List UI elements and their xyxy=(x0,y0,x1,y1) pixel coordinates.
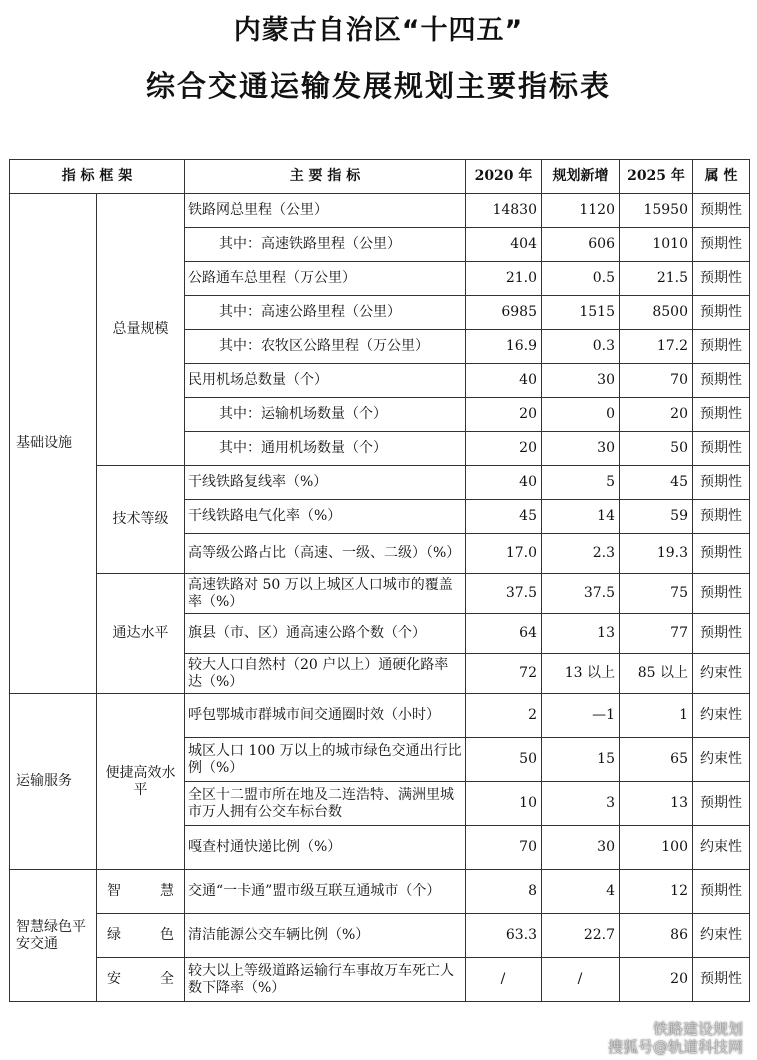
attribute: 预期性 xyxy=(693,194,750,228)
value-2020: 8 xyxy=(466,870,542,914)
indicator-name: 全区十二盟市所在地及二连浩特、满洲里城市万人拥有公交车标台数 xyxy=(185,782,466,826)
indicator-name: 旗县（市、区）通高速公路个数（个） xyxy=(185,614,466,654)
value-2020: 45 xyxy=(466,500,542,534)
attribute: 预期性 xyxy=(693,574,750,614)
value-new: 30 xyxy=(542,364,620,398)
attribute: 预期性 xyxy=(693,364,750,398)
value-2020: 20 xyxy=(466,398,542,432)
value-2025: 59 xyxy=(620,500,693,534)
value-2025: 45 xyxy=(620,466,693,500)
header-new: 规划新增 xyxy=(542,160,620,194)
value-new: 1515 xyxy=(542,296,620,330)
value-new: 0 xyxy=(542,398,620,432)
value-2025: 8500 xyxy=(620,296,693,330)
watermark xyxy=(608,1020,743,1056)
indicator-name: 其中：运输机场数量（个） xyxy=(185,398,466,432)
value-2025: 50 xyxy=(620,432,693,466)
value-2020: 17.0 xyxy=(466,534,542,574)
indicator-name: 较大人口自然村（20 户以上）通硬化路率达（%） xyxy=(185,654,466,694)
table-row xyxy=(10,574,750,614)
value-new: 30 xyxy=(542,432,620,466)
indicator-name: 城区人口 100 万以上的城市绿色交通出行比例（%） xyxy=(185,738,466,782)
indicator-name: 清洁能源公交车辆比例（%） xyxy=(185,914,466,958)
indicator-name: 民用机场总数量（个） xyxy=(185,364,466,398)
attribute: 约束性 xyxy=(693,694,750,738)
value-new: 37.5 xyxy=(542,574,620,614)
attribute: 约束性 xyxy=(693,654,750,694)
indicator-name: 其中：通用机场数量（个） xyxy=(185,432,466,466)
header-attr: 属 性 xyxy=(693,160,750,194)
indicator-name: 干线铁路复线率（%） xyxy=(185,466,466,500)
indicator-name: 铁路网总里程（公里） xyxy=(185,194,466,228)
watermark-line-2: 搜狐号@轨道科技网 xyxy=(607,1038,743,1056)
value-2025: 21.5 xyxy=(620,262,693,296)
value-2020: 63.3 xyxy=(466,914,542,958)
indicator-name: 其中：高速公路里程（公里） xyxy=(185,296,466,330)
value-2020: 2 xyxy=(466,694,542,738)
indicator-name: 交通“一卡通”盟市级互联互通城市（个） xyxy=(185,870,466,914)
value-2025: 77 xyxy=(620,614,693,654)
value-2020: 10 xyxy=(466,782,542,826)
attribute: 预期性 xyxy=(693,958,750,1002)
indicator-name: 其中：高速铁路里程（公里） xyxy=(185,228,466,262)
group-wisdom: 智慧 xyxy=(97,870,185,914)
value-new: 4 xyxy=(542,870,620,914)
watermark-line-1: 铁路建设规划 xyxy=(652,1020,743,1038)
indicator-name: 高等级公路占比（高速、一级、二级）（%） xyxy=(185,534,466,574)
value-2025: 85 以上 xyxy=(620,654,693,694)
value-new: 606 xyxy=(542,228,620,262)
value-new: / xyxy=(542,958,620,1002)
value-2020: 70 xyxy=(466,826,542,870)
value-2025: 86 xyxy=(620,914,693,958)
title-line-1: 内蒙古自治区“十四五” xyxy=(233,15,524,46)
table-row xyxy=(10,466,750,500)
value-new: 2.3 xyxy=(542,534,620,574)
indicator-name: 嘎查村通快递比例（%） xyxy=(185,826,466,870)
indicator-table xyxy=(9,159,750,1002)
value-2025: 13 xyxy=(620,782,693,826)
indicator-name: 高速铁路对 50 万以上城区人口城市的覆盖率（%） xyxy=(185,574,466,614)
attribute: 预期性 xyxy=(693,500,750,534)
value-2025: 15950 xyxy=(620,194,693,228)
table-row xyxy=(10,194,750,228)
attribute: 预期性 xyxy=(693,330,750,364)
value-2025: 12 xyxy=(620,870,693,914)
value-2025: 70 xyxy=(620,364,693,398)
table-header-row xyxy=(10,160,750,194)
attribute: 预期性 xyxy=(693,870,750,914)
value-2020: 40 xyxy=(466,364,542,398)
attribute: 预期性 xyxy=(693,534,750,574)
attribute: 预期性 xyxy=(693,432,750,466)
value-2025: 100 xyxy=(620,826,693,870)
value-2020: 20 xyxy=(466,432,542,466)
value-2025: 17.2 xyxy=(620,330,693,364)
indicator-name: 较大以上等级道路运输行车事故万车死亡人数下降率（%） xyxy=(185,958,466,1002)
group-green: 绿色 xyxy=(97,914,185,958)
value-new: 15 xyxy=(542,738,620,782)
value-new: 1120 xyxy=(542,194,620,228)
attribute: 预期性 xyxy=(693,228,750,262)
value-2025: 1 xyxy=(620,694,693,738)
attribute: 约束性 xyxy=(693,738,750,782)
value-new: 22.7 xyxy=(542,914,620,958)
value-2025: 1010 xyxy=(620,228,693,262)
value-2020: 6985 xyxy=(466,296,542,330)
value-2020: 37.5 xyxy=(466,574,542,614)
group-reach: 通达水平 xyxy=(97,574,185,694)
table-row xyxy=(10,694,750,738)
attribute: 预期性 xyxy=(693,614,750,654)
attribute: 预期性 xyxy=(693,398,750,432)
indicator-name: 呼包鄂城市群城市间交通圈时效（小时） xyxy=(185,694,466,738)
value-2025: 20 xyxy=(620,398,693,432)
value-new: 13 xyxy=(542,614,620,654)
indicator-name: 公路通车总里程（万公里） xyxy=(185,262,466,296)
value-2025: 19.3 xyxy=(620,534,693,574)
value-2020: 404 xyxy=(466,228,542,262)
attribute: 预期性 xyxy=(693,262,750,296)
value-2020: 40 xyxy=(466,466,542,500)
value-2020: 21.0 xyxy=(466,262,542,296)
value-2020: 64 xyxy=(466,614,542,654)
group-efficient: 便捷高效水平 xyxy=(97,694,185,870)
value-2020: / xyxy=(466,958,542,1002)
value-2025: 20 xyxy=(620,958,693,1002)
attribute: 约束性 xyxy=(693,914,750,958)
value-2020: 14830 xyxy=(466,194,542,228)
table-row xyxy=(10,958,750,1002)
title-line-2: 综合交通运输发展规划主要指标表 xyxy=(145,69,611,103)
value-2020: 50 xyxy=(466,738,542,782)
value-new: 5 xyxy=(542,466,620,500)
category-transport: 运输服务 xyxy=(10,694,97,870)
header-2025: 2025 年 xyxy=(620,160,693,194)
attribute: 预期性 xyxy=(693,296,750,330)
category-smart: 智慧绿色平安交通 xyxy=(10,870,97,1002)
value-new: 13 以上 xyxy=(542,654,620,694)
attribute: 约束性 xyxy=(693,826,750,870)
value-new: 14 xyxy=(542,500,620,534)
indicator-name: 干线铁路电气化率（%） xyxy=(185,500,466,534)
value-new: 0.3 xyxy=(542,330,620,364)
value-new: 3 xyxy=(542,782,620,826)
value-new: 0.5 xyxy=(542,262,620,296)
group-scale: 总量规模 xyxy=(97,194,185,466)
table-row xyxy=(10,914,750,958)
attribute: 预期性 xyxy=(693,466,750,500)
table-row xyxy=(10,870,750,914)
attribute: 预期性 xyxy=(693,782,750,826)
group-tech: 技术等级 xyxy=(97,466,185,574)
value-2020: 72 xyxy=(466,654,542,694)
value-new: 30 xyxy=(542,826,620,870)
value-2025: 65 xyxy=(620,738,693,782)
value-new: —1 xyxy=(542,694,620,738)
indicator-name: 其中：农牧区公路里程（万公里） xyxy=(185,330,466,364)
value-2025: 75 xyxy=(620,574,693,614)
value-2020: 16.9 xyxy=(466,330,542,364)
group-safety: 安全 xyxy=(97,958,185,1002)
header-indicator: 主 要 指 标 xyxy=(185,160,466,194)
header-framework: 指 标 框 架 xyxy=(10,160,185,194)
category-infra: 基础设施 xyxy=(10,194,97,694)
header-2020: 2020 年 xyxy=(466,160,542,194)
